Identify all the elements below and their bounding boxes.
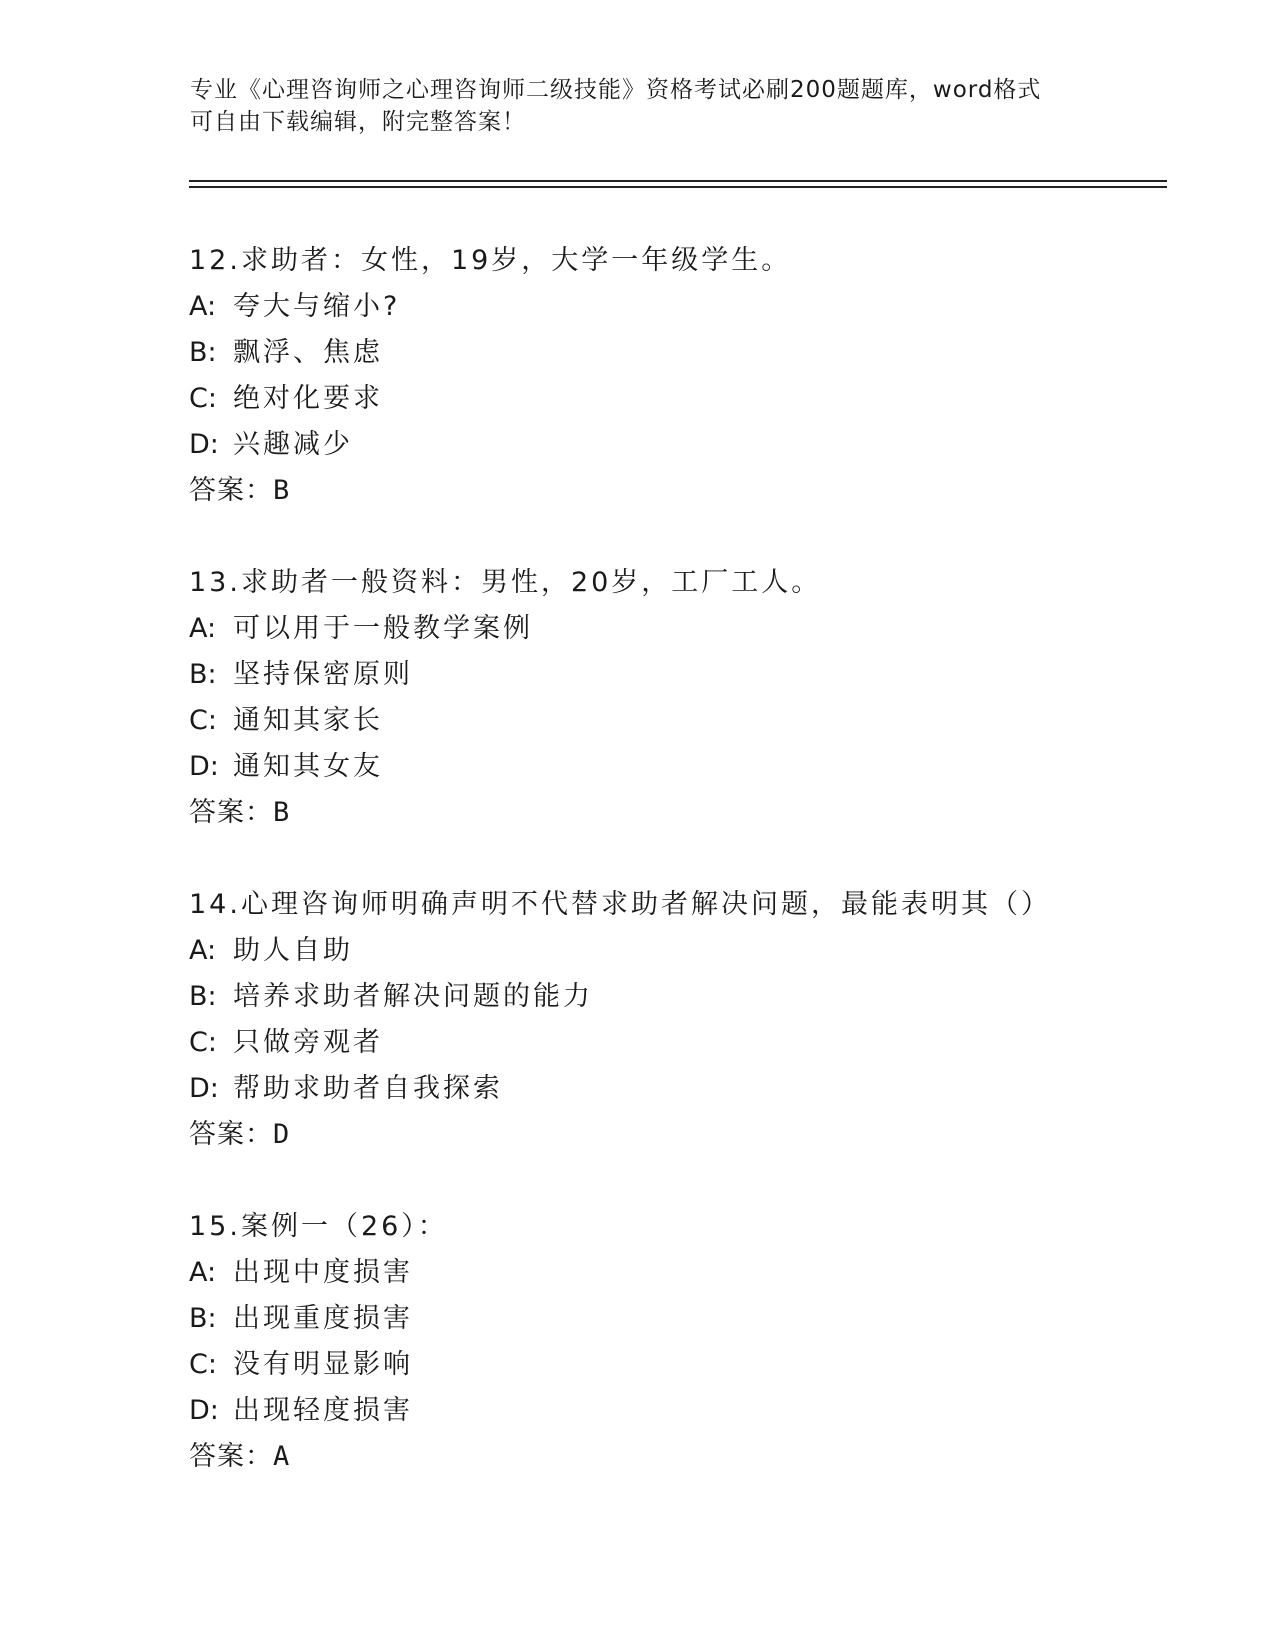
option-label: B: bbox=[189, 337, 217, 368]
option-text: 飘浮、焦虑 bbox=[233, 337, 383, 368]
question-stem: 15.案例一（26）： bbox=[189, 1211, 448, 1242]
question-stem: 12.求助者：女性，19岁，大学一年级学生。 bbox=[189, 245, 792, 276]
option-text: 可以用于一般教学案例 bbox=[233, 613, 533, 644]
option-label: A: bbox=[189, 613, 217, 644]
option-text: 出现重度损害 bbox=[233, 1303, 413, 1334]
option-text: 培养求助者解决问题的能力 bbox=[233, 981, 593, 1012]
option-label: C: bbox=[189, 705, 217, 736]
option-label: C: bbox=[189, 1027, 217, 1058]
header-divider-top bbox=[189, 180, 1167, 182]
option-c bbox=[189, 376, 1189, 422]
option-label: D: bbox=[189, 751, 219, 782]
option-label: D: bbox=[189, 429, 219, 460]
option-a bbox=[189, 928, 1189, 974]
option-a bbox=[189, 284, 1189, 330]
question-block bbox=[189, 882, 1189, 1158]
option-label: B: bbox=[189, 981, 217, 1012]
option-label: B: bbox=[189, 659, 217, 690]
question-block bbox=[189, 560, 1189, 836]
option-c bbox=[189, 1342, 1189, 1388]
option-b bbox=[189, 974, 1189, 1020]
option-c bbox=[189, 1020, 1189, 1066]
option-text: 出现轻度损害 bbox=[233, 1395, 413, 1426]
answer-line: 答案：D bbox=[189, 1119, 291, 1150]
option-text: 帮助求助者自我探索 bbox=[233, 1073, 503, 1104]
question-stem: 13.求助者一般资料：男性，20岁，工厂工人。 bbox=[189, 567, 822, 598]
option-a bbox=[189, 1250, 1189, 1296]
answer-line: 答案：B bbox=[189, 797, 291, 828]
option-b bbox=[189, 1296, 1189, 1342]
option-label: C: bbox=[189, 383, 217, 414]
option-label: A: bbox=[189, 291, 217, 322]
option-label: D: bbox=[189, 1395, 219, 1426]
option-text: 出现中度损害 bbox=[233, 1257, 413, 1288]
option-b bbox=[189, 330, 1189, 376]
option-label: B: bbox=[189, 1303, 217, 1334]
option-c bbox=[189, 698, 1189, 744]
header-line-1: 专业《心理咨询师之心理咨询师二级技能》资格考试必刷200题题库，word格式 bbox=[190, 77, 1042, 103]
option-label: A: bbox=[189, 1257, 217, 1288]
document-header bbox=[190, 74, 1090, 138]
option-b bbox=[189, 652, 1189, 698]
option-d bbox=[189, 744, 1189, 790]
option-d bbox=[189, 1388, 1189, 1434]
question-block bbox=[189, 238, 1189, 514]
option-text: 通知其家长 bbox=[233, 705, 383, 736]
option-d bbox=[189, 1066, 1189, 1112]
header-divider-bottom bbox=[189, 186, 1167, 188]
question-block bbox=[189, 1204, 1189, 1480]
answer-line: 答案：A bbox=[189, 1441, 291, 1472]
option-d bbox=[189, 422, 1189, 468]
option-label: C: bbox=[189, 1349, 217, 1380]
option-label: A: bbox=[189, 935, 217, 966]
option-a bbox=[189, 606, 1189, 652]
option-text: 坚持保密原则 bbox=[233, 659, 413, 690]
answer-line: 答案：B bbox=[189, 475, 291, 506]
option-text: 没有明显影响 bbox=[233, 1349, 413, 1380]
option-text: 绝对化要求 bbox=[233, 383, 383, 414]
header-line-2: 可自由下载编辑，附完整答案！ bbox=[190, 109, 526, 135]
option-label: D: bbox=[189, 1073, 219, 1104]
option-text: 通知其女友 bbox=[233, 751, 383, 782]
option-text: 只做旁观者 bbox=[233, 1027, 383, 1058]
option-text: 夸大与缩小? bbox=[233, 291, 401, 322]
question-stem: 14.心理咨询师明确声明不代替求助者解决问题，最能表明其（） bbox=[189, 889, 1051, 920]
option-text: 助人自助 bbox=[233, 935, 353, 966]
option-text: 兴趣减少 bbox=[233, 429, 353, 460]
